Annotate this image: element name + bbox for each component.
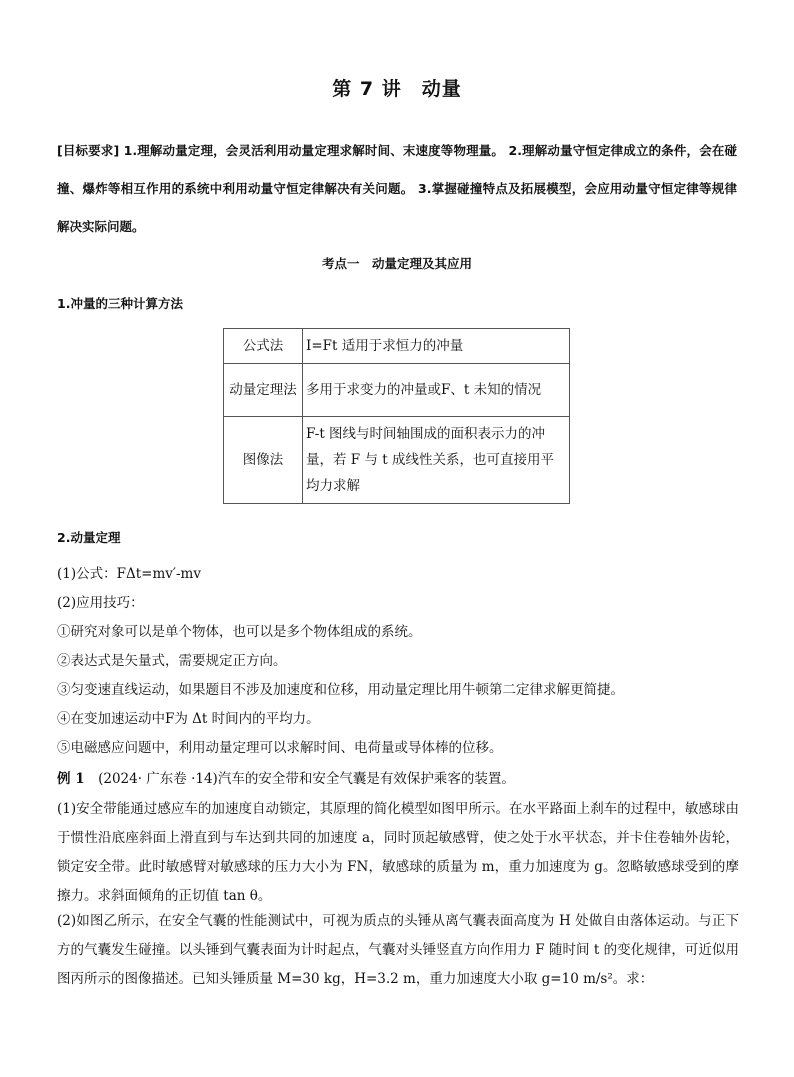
example-part-1: (1)安全带能通过感应车的加速度自动锁定，其原理的简化模型如图甲所示。在水平路面上刹车的过程中，敏感球由于惯性沿底座斜面上滑直到与车达到共同的加速度 a，同时顶起敏感臂，使之处于水平状态，并卡住卷轴外齿轮，锁定安全带。此时敏感臂对敏感球的压力大小为 FN，敏感球的质量为 m，重力加速度为 g。忽略敏感球受到的摩擦力。求斜面倾角的正切值 tan θ。 <box>57 801 739 904</box>
list-item: (2)应用技巧： <box>57 595 144 611</box>
table-row <box>224 329 570 364</box>
subheading-momentum-theorem: 2.动量定理 <box>57 530 121 545</box>
list-item: ③匀变速直线运动，如果题目不涉及加速度和位移，用动量定理比用牛顿第二定律求解更简捷。 <box>57 682 624 698</box>
example-label: 例 1 <box>57 771 85 787</box>
goals-text: 1.理解动量定理，会灵活利用动量定理求解时间、末速度等物理量。 2.理解动量守恒定律成立的条件，会在碰撞、爆炸等相互作用的系统中利用动量守恒定律解决有关问题。 3.掌握碰撞特点及拓展模型，会应用动量守恒定律等规律解决实际问题。 <box>57 143 737 234</box>
subheading-impulse-methods: 1.冲量的三种计算方法 <box>57 296 183 311</box>
example-source: (2024· 广东卷 ·14) <box>84 771 218 787</box>
impulse-methods-table <box>223 328 570 504</box>
method-desc: I=Ft 适用于求恒力的冲量 <box>303 329 570 364</box>
example-header <box>57 767 515 787</box>
list-item: ①研究对象可以是单个物体，也可以是多个物体组成的系统。 <box>57 624 422 640</box>
list-item: ②表达式是矢量式，需要规定正方向。 <box>57 653 287 669</box>
example-intro: 汽车的安全带和安全气囊是有效保护乘客的装置。 <box>217 771 515 787</box>
table-row <box>224 417 570 504</box>
method-desc: F-t 图线与时间轴围成的面积表示力的冲量，若 F 与 t 成线性关系，也可直接用平均力求解 <box>303 417 570 504</box>
example-part-2: (2)如图乙所示，在安全气囊的性能测试中，可视为质点的头锤从离气囊表面高度为 H 处做自由落体运动。与正下方的气囊发生碰撞。以头锤到气囊表面为计时起点，气囊对头锤竖直方向作用力 F 随时间 t 的变化规律，可近似用图丙所示的图像描述。已知头锤质量 M=30 kg，H=3.2 m，重力加速度大小取 g=10 m/s²。求： <box>57 913 739 987</box>
table-row <box>224 364 570 417</box>
list-item: (1)公式：FΔt=mv′-mv <box>57 566 201 582</box>
method-name: 动量定理法 <box>224 364 303 417</box>
goals-label: [目标要求] <box>57 143 120 158</box>
method-name: 公式法 <box>224 329 303 364</box>
method-name: 图像法 <box>224 417 303 504</box>
page-title: 第 7 讲 动量 <box>332 78 462 100</box>
method-desc: 多用于求变力的冲量或F、t 未知的情况 <box>303 364 570 417</box>
list-item: ⑤电磁感应问题中，利用动量定理可以求解时间、电荷量或导体棒的位移。 <box>57 740 503 756</box>
learning-goals <box>57 132 737 246</box>
list-item: ④在变加速运动中F为 Δt 时间内的平均力。 <box>57 711 320 727</box>
section-heading: 考点一 动量定理及其应用 <box>321 256 472 271</box>
